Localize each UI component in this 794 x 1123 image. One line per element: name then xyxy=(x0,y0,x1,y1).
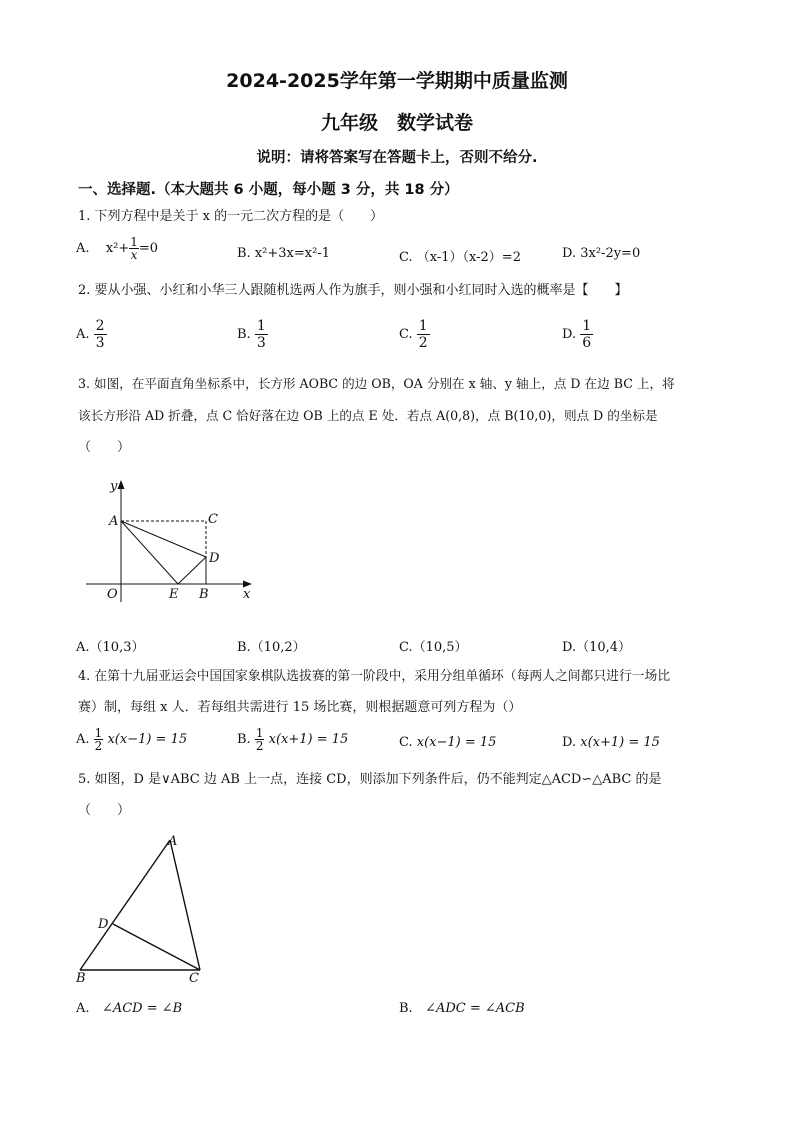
q2-option-a-label: A. xyxy=(76,327,90,342)
question-4-line-2: 赛）制，每组 x 人．若每组共需进行 15 场比赛，则根据题意可列方程为（） xyxy=(78,700,522,715)
q1-option-d-text: 3x²-2y=0 xyxy=(580,246,641,261)
q3-label-x: x xyxy=(243,587,251,602)
q2-option-c-fraction xyxy=(417,318,430,351)
q5-triangle-figure xyxy=(70,828,220,988)
q3-option-c: C.（10,5） xyxy=(399,640,468,655)
question-3-line-3: （ ） xyxy=(78,440,131,455)
exam-title: 2024-2025学年第一学期期中质量监测 xyxy=(226,70,568,92)
q2-a-numerator: 2 xyxy=(95,318,105,334)
q3-y-axis-arrow xyxy=(118,480,125,489)
q4-option-a-label: A. xyxy=(76,732,90,747)
q2-option-d-label: D. xyxy=(562,327,577,342)
q2-c-numerator: 1 xyxy=(418,318,428,334)
q5-option-a xyxy=(76,1001,182,1016)
exam-note: 说明：请将答案写在答题卡上，否则不给分. xyxy=(256,150,538,166)
q1-option-b-text: x²+3x=x²-1 xyxy=(254,246,330,261)
q4-a-numerator: 1 xyxy=(94,726,103,740)
q4-option-b-expr: x(x+1) = 15 xyxy=(268,732,349,747)
q3-option-b: B.（10,2） xyxy=(237,640,306,655)
q2-d-denominator: 6 xyxy=(582,335,592,351)
question-3-line-2: 该长方形沿 AD 折叠，点 C 恰好落在边 OB 上的点 E 处．若点 A(0,8)，点 B(10,0)，则点 D 的坐标是 xyxy=(78,408,658,423)
q5-option-b-label: B. xyxy=(399,1001,413,1016)
q4-option-d xyxy=(562,735,660,750)
q5-option-b xyxy=(399,1001,525,1016)
q2-option-b xyxy=(237,318,268,351)
q4-option-b-label: B. xyxy=(237,732,251,747)
q3-segment-ed xyxy=(178,557,206,584)
q1-option-a-post: =0 xyxy=(138,241,159,256)
q5-label-d: D xyxy=(98,917,109,932)
q3-option-d: D.（10,4） xyxy=(562,640,632,655)
question-5-line-2: （ ） xyxy=(78,803,131,818)
question-2-stem: 2. 要从小强、小红和小华三人跟随机选两人作为旗手，则小强和小红同时入选的概率是【 】 xyxy=(78,283,628,298)
q5-option-b-expr: ∠ADC = ∠ACB xyxy=(425,1001,525,1016)
q3-label-c: C xyxy=(208,512,218,527)
q3-segment-ae xyxy=(121,521,178,584)
q3-coordinate-figure xyxy=(80,472,260,607)
q5-label-c: C xyxy=(189,971,199,986)
q1-option-b-label: B. xyxy=(237,246,251,261)
q2-d-numerator: 1 xyxy=(582,318,592,334)
q2-option-c-label: C. xyxy=(399,327,413,342)
q4-option-a-expr: x(x−1) = 15 xyxy=(107,732,188,747)
q5-segment-ab xyxy=(80,840,170,970)
q4-b-numerator: 1 xyxy=(255,726,264,740)
exam-subtitle: 九年级 数学试卷 xyxy=(320,112,473,134)
q3-label-y: y xyxy=(110,479,118,494)
q2-a-denominator: 3 xyxy=(95,335,105,351)
q1-option-c xyxy=(399,246,521,265)
q3-label-e: E xyxy=(169,587,179,602)
q2-option-d-fraction xyxy=(580,318,593,351)
question-5-line-1: 5. 如图，D 是∨ABC 边 AB 上一点，连接 CD，则添加下列条件后，仍不能判定△ACD∽△ABC 的是 xyxy=(78,772,662,787)
q4-option-d-label: D. xyxy=(562,735,577,750)
q4-option-c xyxy=(399,735,496,750)
q1-option-c-label: C. xyxy=(399,250,413,265)
question-3-line-1: 3. 如图，在平面直角坐标系中，长方形 AOBC 的边 OB，OA 分别在 x 轴、y 轴上，点 D 在边 BC 上，将 xyxy=(78,376,675,391)
q1-option-d xyxy=(562,246,640,261)
q2-c-denominator: 2 xyxy=(418,335,428,351)
q2-option-a-fraction xyxy=(94,318,107,351)
q2-b-denominator: 3 xyxy=(256,335,266,351)
q2-option-b-fraction xyxy=(255,318,268,351)
q4-option-b xyxy=(237,727,348,752)
q3-option-a: A.（10,3） xyxy=(76,640,145,655)
q3-segment-ad xyxy=(121,521,206,557)
q3-label-a: A xyxy=(109,514,119,529)
q1-option-b xyxy=(237,246,330,261)
question-1-stem: 1. 下列方程中是关于 x 的一元二次方程的是（ ） xyxy=(78,209,384,224)
question-4-line-1: 4. 在第十九届亚运会中国国家象棋队选拔赛的第一阶段中，采用分组单循环（每两人之间都只进行一场比 xyxy=(78,669,671,684)
q3-label-o: O xyxy=(107,587,118,602)
q4-option-a xyxy=(76,727,187,752)
q1-option-a xyxy=(76,236,158,261)
q5-label-b: B xyxy=(76,971,86,986)
q1-option-a-fraction xyxy=(129,236,139,261)
q4-option-d-expr: x(x+1) = 15 xyxy=(580,735,660,750)
q3-label-d: D xyxy=(209,551,220,566)
q2-option-c xyxy=(399,318,430,351)
q4-option-c-label: C. xyxy=(399,735,413,750)
q5-label-a: A xyxy=(168,834,178,849)
q3-label-b: B xyxy=(199,587,209,602)
q1-option-a-label: A. xyxy=(76,241,90,256)
q4-a-denominator: 2 xyxy=(94,739,103,753)
q4-option-b-fraction xyxy=(255,727,265,752)
q2-b-numerator: 1 xyxy=(256,318,266,334)
q1-option-c-text: （x-1）（x-2）=2 xyxy=(416,250,521,265)
section-heading: 一、选择题.（本大题共 6 小题，每小题 3 分，共 18 分） xyxy=(78,182,459,198)
q2-option-d xyxy=(562,318,593,351)
q1-a-numerator: 1 xyxy=(130,235,138,249)
q4-option-a-fraction xyxy=(94,727,104,752)
q1-option-d-label: D. xyxy=(562,246,577,261)
q2-option-b-label: B. xyxy=(237,327,251,342)
q2-option-a xyxy=(76,318,107,351)
q1-option-a-pre: x²+ xyxy=(105,241,130,256)
q5-segment-ac xyxy=(170,840,200,970)
q5-option-a-expr: ∠ACD = ∠B xyxy=(101,1001,183,1016)
q5-option-a-label: A. xyxy=(76,1001,90,1016)
q4-b-denominator: 2 xyxy=(255,739,264,753)
q4-option-c-expr: x(x−1) = 15 xyxy=(416,735,497,750)
q5-segment-cd xyxy=(113,924,200,970)
q1-a-denominator: x xyxy=(130,248,138,262)
